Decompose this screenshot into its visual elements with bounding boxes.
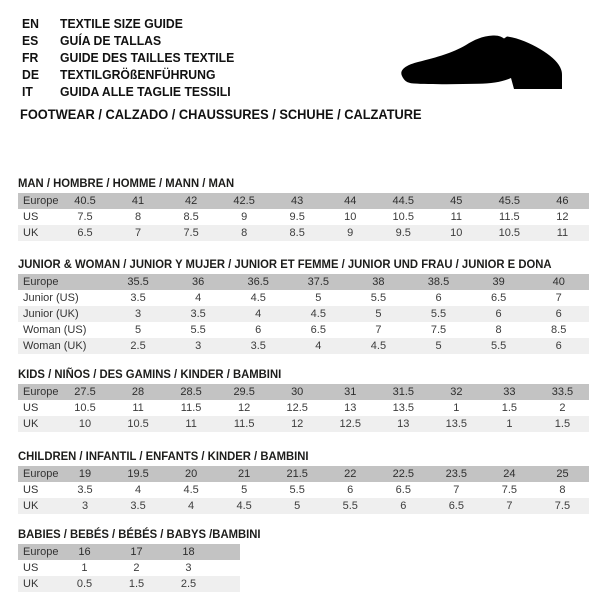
size-value-cell: 8 bbox=[495, 324, 502, 336]
size-value-cell: 13 bbox=[377, 416, 430, 432]
size-value-cell: 13 bbox=[344, 402, 357, 414]
size-value-cell: 40.5 bbox=[58, 193, 111, 209]
row-label-cell: Europe bbox=[18, 193, 58, 209]
size-value-cell: 42 bbox=[165, 193, 218, 209]
size-value-cell: 22.5 bbox=[377, 466, 430, 482]
size-value-cell: 5.5 bbox=[190, 324, 206, 336]
size-value-cell: 11 bbox=[450, 211, 462, 223]
table-row bbox=[18, 416, 589, 432]
size-value-cell: 6.5 bbox=[430, 498, 483, 514]
size-value-cell: 10.5 bbox=[74, 402, 96, 414]
size-value-cell: 11.5 bbox=[218, 416, 271, 432]
table-row bbox=[18, 576, 240, 592]
table-row bbox=[18, 482, 589, 498]
size-value-cell: 1 bbox=[81, 562, 88, 574]
size-value-cell: 19.5 bbox=[112, 466, 165, 482]
row-label-cell: Europe bbox=[18, 384, 58, 400]
row-label-cell: UK bbox=[18, 498, 58, 514]
size-value-cell: 2 bbox=[133, 562, 140, 574]
size-value-cell: 1.5 bbox=[536, 416, 589, 432]
size-value-cell: 21 bbox=[218, 466, 271, 482]
size-value-cell: 10 bbox=[430, 225, 483, 241]
size-value-cell: 46 bbox=[536, 193, 589, 209]
size-value-cell: 33 bbox=[483, 384, 536, 400]
table-row bbox=[18, 498, 589, 514]
table-title: JUNIOR & WOMAN / JUNIOR Y MUJER / JUNIOR ET FEMME / JUNIOR UND FRAU / JUNIOR E DONA bbox=[18, 257, 552, 271]
language-label: TEXTILE SIZE GUIDE bbox=[60, 16, 183, 31]
size-value-cell: 6 bbox=[469, 306, 529, 322]
table-row bbox=[18, 384, 589, 400]
filler-cell bbox=[214, 576, 240, 592]
size-value-cell: 44 bbox=[324, 193, 377, 209]
size-table-section bbox=[18, 255, 589, 354]
size-value-cell: 32 bbox=[430, 384, 483, 400]
size-value-cell: 5.5 bbox=[469, 338, 529, 354]
size-value-cell: 1.5 bbox=[501, 402, 518, 414]
size-value-cell: 5 bbox=[241, 484, 248, 496]
table-row bbox=[18, 544, 240, 560]
size-value-cell: 4 bbox=[165, 498, 218, 514]
size-value-cell: 4.5 bbox=[218, 498, 271, 514]
language-row-it bbox=[22, 83, 245, 100]
table-title: MAN / HOMBRE / HOMME / MANN / MAN bbox=[18, 176, 235, 190]
row-label-cell: UK bbox=[18, 576, 58, 592]
size-value-cell: 5 bbox=[271, 498, 324, 514]
size-value-cell: 45 bbox=[430, 193, 483, 209]
row-label-cell: UK bbox=[18, 225, 58, 241]
size-value-cell: 10.5 bbox=[483, 225, 536, 241]
row-label-cell: US bbox=[23, 562, 39, 574]
size-value-cell: 8.5 bbox=[183, 211, 199, 223]
size-value-cell: 31.5 bbox=[377, 384, 430, 400]
size-value-cell: 18 bbox=[162, 544, 214, 560]
size-value-cell: 10.5 bbox=[392, 211, 414, 223]
row-label-cell: US bbox=[23, 484, 39, 496]
size-value-cell: 3 bbox=[185, 562, 192, 574]
size-value-cell: 45.5 bbox=[483, 193, 536, 209]
language-label: GUÍA DE TALLAS bbox=[60, 33, 162, 48]
size-value-cell: 6 bbox=[435, 292, 442, 304]
size-value-cell: 10 bbox=[58, 416, 111, 432]
size-value-cell: 5.5 bbox=[408, 306, 468, 322]
size-table bbox=[18, 274, 589, 354]
size-value-cell: 5.5 bbox=[324, 498, 377, 514]
size-value-cell: 3 bbox=[108, 306, 168, 322]
size-value-cell: 4 bbox=[228, 306, 288, 322]
row-label-cell: Europe bbox=[18, 274, 108, 290]
size-value-cell: 10.5 bbox=[112, 416, 165, 432]
size-table-section bbox=[18, 174, 589, 241]
size-value-cell: 8 bbox=[134, 211, 142, 223]
size-value-cell: 4.5 bbox=[250, 292, 266, 304]
size-value-cell: 6.5 bbox=[490, 292, 507, 304]
table-row bbox=[18, 466, 589, 482]
language-row-fr bbox=[22, 49, 245, 66]
size-table-section bbox=[18, 447, 589, 514]
row-label-cell: Junior (UK) bbox=[18, 306, 108, 322]
row-label-cell: US bbox=[23, 211, 39, 223]
size-table bbox=[18, 193, 589, 241]
size-value-cell: 8 bbox=[218, 225, 271, 241]
size-value-cell: 3.5 bbox=[130, 292, 146, 304]
size-value-cell: 31 bbox=[324, 384, 377, 400]
size-value-cell: 12.5 bbox=[286, 402, 308, 414]
language-code: IT bbox=[22, 84, 33, 99]
dress-shoe-icon bbox=[398, 31, 573, 93]
size-value-cell: 28.5 bbox=[165, 384, 218, 400]
size-value-cell: 24 bbox=[483, 466, 536, 482]
size-value-cell: 13.5 bbox=[430, 416, 483, 432]
size-value-cell: 6.5 bbox=[395, 484, 411, 496]
size-value-cell: 9 bbox=[324, 225, 377, 241]
size-value-cell: 2.5 bbox=[108, 338, 168, 354]
size-value-cell: 1 bbox=[483, 416, 536, 432]
size-value-cell: 43 bbox=[271, 193, 324, 209]
language-label: GUIDE DES TAILLES TEXTILE bbox=[60, 50, 235, 65]
row-label-cell: Woman (UK) bbox=[18, 338, 108, 354]
size-value-cell: 28 bbox=[112, 384, 165, 400]
size-value-cell: 6.5 bbox=[58, 225, 111, 241]
size-value-cell: 5.5 bbox=[370, 292, 387, 304]
size-value-cell: 4.5 bbox=[288, 306, 348, 322]
size-value-cell: 4 bbox=[134, 484, 142, 496]
size-value-cell: 35.5 bbox=[108, 274, 168, 290]
size-value-cell: 3.5 bbox=[112, 498, 165, 514]
table-row bbox=[18, 290, 589, 306]
row-label-cell: UK bbox=[18, 416, 58, 432]
size-value-cell: 25 bbox=[536, 466, 589, 482]
size-value-cell: 8 bbox=[559, 484, 566, 496]
size-value-cell: 7.5 bbox=[430, 324, 447, 336]
table-title: KIDS / NIÑOS / DES GAMINS / KINDER / BAMBINI bbox=[18, 367, 282, 381]
size-value-cell: 1 bbox=[453, 402, 460, 414]
size-value-cell: 5 bbox=[348, 306, 408, 322]
size-value-cell: 7 bbox=[375, 324, 382, 336]
size-value-cell: 4.5 bbox=[348, 338, 408, 354]
size-value-cell: 13.5 bbox=[392, 402, 414, 414]
size-value-cell: 6 bbox=[255, 324, 262, 336]
size-value-cell: 6 bbox=[377, 498, 430, 514]
size-value-cell: 5 bbox=[408, 338, 468, 354]
size-value-cell: 7 bbox=[555, 292, 562, 304]
row-label-cell: US bbox=[23, 402, 39, 414]
size-value-cell: 9 bbox=[241, 211, 248, 223]
size-value-cell: 4 bbox=[288, 338, 348, 354]
size-value-cell: 21.5 bbox=[271, 466, 324, 482]
size-value-cell: 20 bbox=[165, 466, 218, 482]
size-value-cell: 39 bbox=[469, 274, 529, 290]
row-label-cell: Europe bbox=[18, 466, 58, 482]
table-row bbox=[18, 322, 589, 338]
size-value-cell: 37.5 bbox=[288, 274, 348, 290]
row-label-cell: Europe bbox=[18, 544, 58, 560]
size-value-cell: 6 bbox=[529, 306, 589, 322]
language-label: GUIDA ALLE TAGLIE TESSILI bbox=[60, 84, 231, 99]
size-table bbox=[18, 466, 589, 514]
size-value-cell: 11.5 bbox=[180, 402, 202, 414]
category-heading: FOOTWEAR / CALZADO / CHAUSSURES / SCHUHE / CALZATURE bbox=[20, 107, 422, 122]
size-value-cell: 4 bbox=[195, 292, 202, 304]
table-row bbox=[18, 225, 589, 241]
size-value-cell: 6 bbox=[347, 484, 354, 496]
table-row bbox=[18, 338, 589, 354]
size-value-cell: 3.5 bbox=[228, 338, 288, 354]
size-value-cell: 11.5 bbox=[499, 211, 520, 223]
size-value-cell: 27.5 bbox=[58, 384, 111, 400]
table-row bbox=[18, 274, 589, 290]
table-title: CHILDREN / INFANTIL / ENFANTS / KINDER / BAMBINI bbox=[18, 449, 309, 463]
size-value-cell: 2 bbox=[559, 402, 566, 414]
size-value-cell: 16 bbox=[58, 544, 110, 560]
size-table-section bbox=[18, 365, 589, 432]
size-value-cell: 6 bbox=[529, 338, 589, 354]
language-code: EN bbox=[22, 16, 39, 31]
language-code: FR bbox=[22, 50, 39, 65]
size-value-cell: 5.5 bbox=[289, 484, 305, 496]
size-value-cell: 7.5 bbox=[77, 211, 93, 223]
size-table bbox=[18, 384, 589, 432]
size-value-cell: 12.5 bbox=[324, 416, 377, 432]
size-value-cell: 33.5 bbox=[536, 384, 589, 400]
size-value-cell: 36 bbox=[168, 274, 228, 290]
size-value-cell: 23.5 bbox=[430, 466, 483, 482]
size-value-cell: 7.5 bbox=[501, 484, 518, 496]
size-value-cell: 11 bbox=[165, 416, 218, 432]
size-value-cell: 5 bbox=[134, 324, 142, 336]
size-value-cell: 7 bbox=[453, 484, 460, 496]
size-value-cell: 17 bbox=[110, 544, 162, 560]
size-value-cell: 10 bbox=[344, 211, 357, 223]
language-row-en bbox=[22, 15, 245, 32]
size-value-cell: 19 bbox=[58, 466, 111, 482]
size-value-cell: 41 bbox=[112, 193, 165, 209]
size-value-cell: 4.5 bbox=[183, 484, 199, 496]
size-value-cell: 7 bbox=[112, 225, 165, 241]
size-value-cell: 3 bbox=[58, 498, 111, 514]
size-value-cell: 2.5 bbox=[162, 576, 214, 592]
language-code: ES bbox=[22, 33, 39, 48]
table-title: BABIES / BEBÉS / BÉBÉS / BABYS /BAMBINI bbox=[18, 527, 261, 541]
language-row-de bbox=[22, 66, 245, 83]
size-value-cell: 30 bbox=[271, 384, 324, 400]
size-value-cell: 36.5 bbox=[228, 274, 288, 290]
size-value-cell: 1.5 bbox=[110, 576, 162, 592]
size-value-cell: 12 bbox=[556, 211, 569, 223]
size-value-cell: 38 bbox=[348, 274, 408, 290]
size-value-cell: 3.5 bbox=[77, 484, 93, 496]
size-value-cell: 9.5 bbox=[377, 225, 430, 241]
size-value-cell: 7.5 bbox=[165, 225, 218, 241]
size-value-cell: 3.5 bbox=[168, 306, 228, 322]
filler-cell bbox=[214, 544, 240, 560]
size-value-cell: 38.5 bbox=[408, 274, 468, 290]
language-row-es bbox=[22, 32, 245, 49]
size-table bbox=[18, 544, 240, 592]
size-value-cell: 42.5 bbox=[218, 193, 271, 209]
size-value-cell: 22 bbox=[324, 466, 377, 482]
table-row bbox=[18, 193, 589, 209]
table-row bbox=[18, 560, 240, 576]
table-row bbox=[18, 209, 589, 225]
table-row bbox=[18, 306, 589, 322]
row-label-cell: Woman (US) bbox=[23, 324, 87, 336]
size-value-cell: 11 bbox=[132, 402, 144, 414]
table-row bbox=[18, 400, 589, 416]
size-value-cell: 8.5 bbox=[551, 324, 567, 336]
size-value-cell: 12 bbox=[271, 416, 324, 432]
row-label-cell: Junior (US) bbox=[23, 292, 79, 304]
size-value-cell: 7 bbox=[483, 498, 536, 514]
size-value-cell: 6.5 bbox=[310, 324, 326, 336]
size-value-cell: 8.5 bbox=[271, 225, 324, 241]
size-value-cell: 0.5 bbox=[58, 576, 110, 592]
size-value-cell: 5 bbox=[315, 292, 322, 304]
size-value-cell: 29.5 bbox=[218, 384, 271, 400]
size-value-cell: 12 bbox=[238, 402, 251, 414]
language-label: TEXTILGRÖßENFÜHRUNG bbox=[60, 67, 216, 82]
size-value-cell: 44.5 bbox=[377, 193, 430, 209]
filler-cell bbox=[214, 560, 240, 576]
size-value-cell: 40 bbox=[529, 274, 589, 290]
size-value-cell: 11 bbox=[536, 225, 589, 241]
size-table-section bbox=[18, 525, 589, 592]
language-code: DE bbox=[22, 67, 39, 82]
language-list bbox=[22, 15, 245, 100]
size-value-cell: 3 bbox=[168, 338, 228, 354]
size-value-cell: 9.5 bbox=[289, 211, 305, 223]
size-value-cell: 7.5 bbox=[536, 498, 589, 514]
